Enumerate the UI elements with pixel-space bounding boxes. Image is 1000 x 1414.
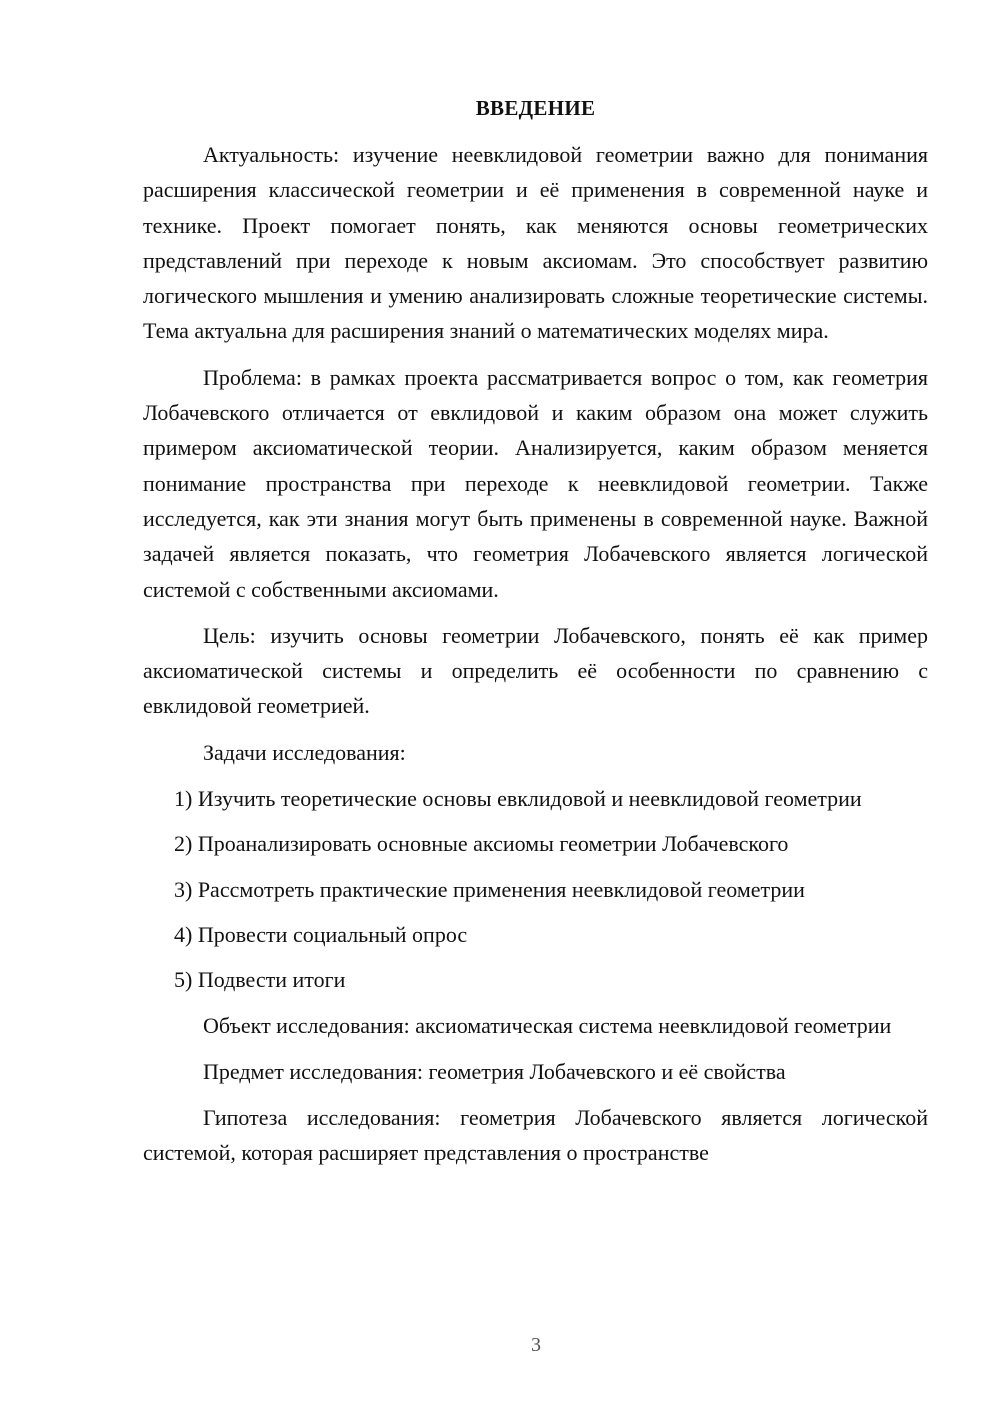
hypothesis-paragraph: Гипотеза исследования: геометрия Лобачевского является логической системой, которая расширяет представления о пространстве (143, 1105, 928, 1166)
object-paragraph: Объект исследования: аксиоматическая система неевклидовой геометрии (203, 1012, 892, 1038)
list-item: 1) Изучить теоретические основы евклидовой и неевклидовой геометрии (174, 786, 862, 812)
goal-paragraph: Цель: изучить основы геометрии Лобачевского, понять её как пример аксиоматической системы и определить её особенности по сравнению с евклидовой геометрией. (143, 622, 928, 719)
page-content (143, 93, 928, 1182)
list-item: 4) Провести социальный опрос (174, 921, 468, 947)
subject-paragraph: Предмет исследования: геометрия Лобачевского и её свойства (203, 1058, 786, 1084)
tasks-list (143, 781, 928, 997)
tasks-heading: Задачи исследования: (203, 739, 406, 765)
list-item: 2) Проанализировать основные аксиомы геометрии Лобачевского (174, 831, 789, 857)
list-item: 5) Подвести итоги (174, 967, 346, 993)
problem-paragraph: Проблема: в рамках проекта рассматривается вопрос о том, как геометрия Лобачевского отличается от евклидовой и каким образом она может служить примером аксиоматической теории. Анализируется, каким образом меняется понимание пространства при переходе к неевклидовой геометрии. Также исследуется, как эти знания могут быть применены в современной науке. Важной задачей является показать, что геометрия Лобачевского является логической системой с собственными аксиомами. (143, 364, 928, 602)
section-title: ВВЕДЕНИЕ (475, 96, 596, 120)
list-item: 3) Рассмотреть практические применения неевклидовой геометрии (174, 876, 805, 902)
relevance-paragraph: Актуальность: изучение неевклидовой геометрии важно для понимания расширения классической геометрии и её применения в современной науке и технике. Проект помогает понять, как меняются основы геометрических представлений при переходе к новым аксиомам. Это способствует развитию логического мышления и умению анализировать сложные теоретические системы. Тема актуальна для расширения знаний о математических моделях мира. (143, 142, 928, 344)
page-number: 3 (531, 1334, 541, 1356)
